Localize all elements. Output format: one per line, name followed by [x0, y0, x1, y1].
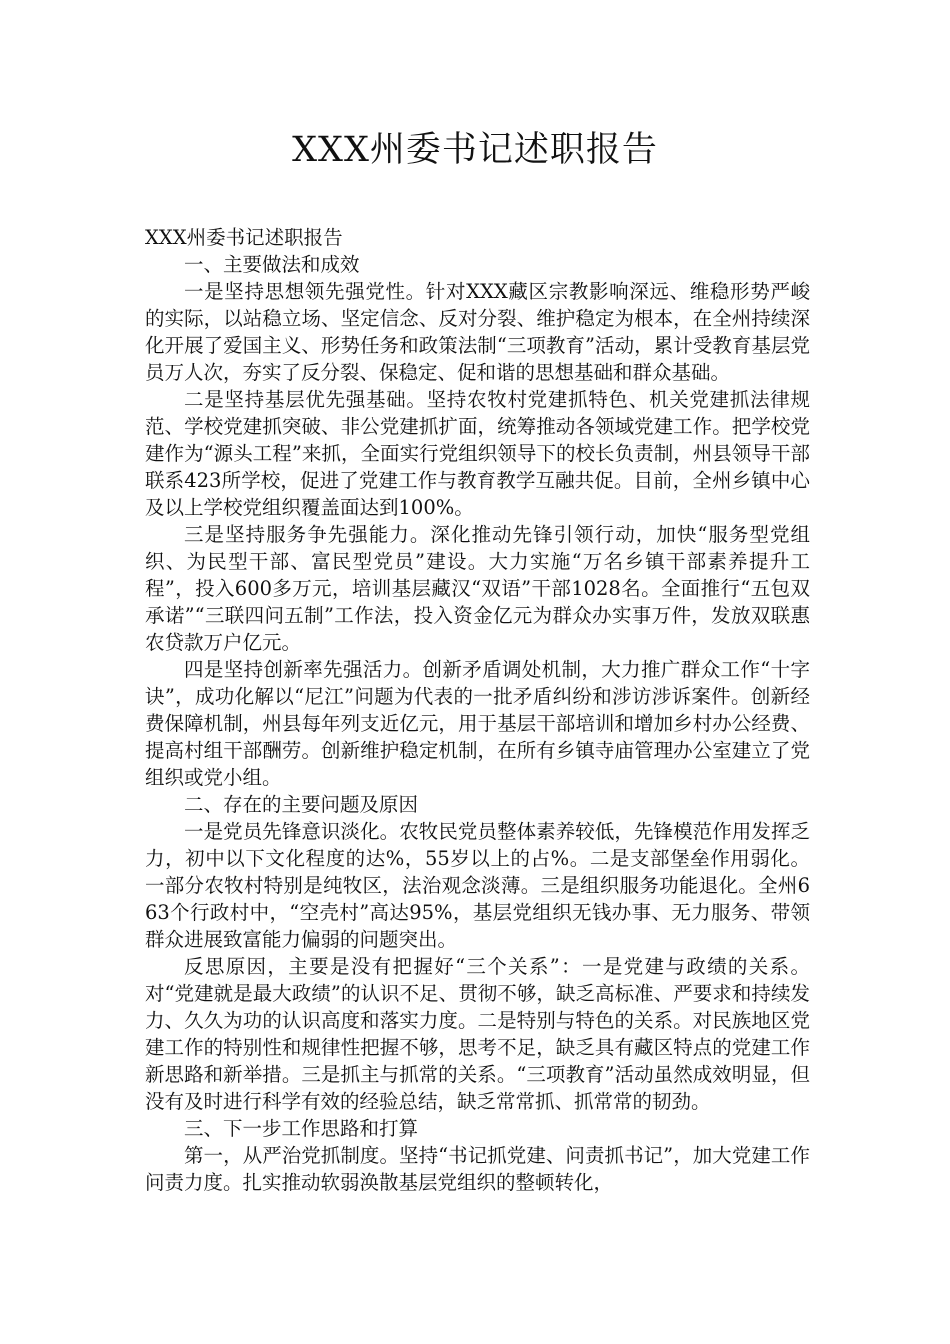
body-paragraph: 第一，从严治党抓制度。坚持“书记抓党建、问责抓书记”，加大党建工作问责力度。扎实推动软弱涣散基层党组织的整顿转化，	[145, 1144, 810, 1194]
body-paragraph: 四是坚持创新率先强活力。创新矛盾调处机制，大力推广群众工作“十字诀”，成功化解以“尼江”问题为代表的一批矛盾纠纷和涉访涉诉案件。创新经费保障机制，州县每年列支近亿元，用于基层干部培训和增加乡村办公经费、提高村组干部酬劳。创新维护稳定机制，在所有乡镇寺庙管理办公室建立了党组织或党小组。	[145, 658, 810, 789]
section-heading-2: 二、存在的主要问题及原因	[184, 793, 419, 816]
body-paragraph: 一是坚持思想领先强党性。针对XXX藏区宗教影响深远、维稳形势严峻的实际，以站稳立场、坚定信念、反对分裂、维护稳定为根本，在全州持续深化开展了爱国主义、形势任务和政策法制“三项教育”活动，累计受教育基层党员万人次，夯实了反分裂、保稳定、促和谐的思想基础和群众基础。	[145, 280, 810, 384]
subtitle-paragraph: XXX州委书记述职报告	[145, 226, 343, 249]
body-paragraph: 反思原因，主要是没有把握好“三个关系”：一是党建与政绩的关系。对“党建就是最大政绩”的认识不足、贯彻不够，缺乏高标准、严要求和持续发力、久久为功的认识高度和落实力度。二是特别与特色的关系。对民族地区党建工作的特别性和规律性把握不够，思考不足，缺乏具有藏区特点的党建工作新思路和新举措。三是抓主与抓常的关系。“三项教育”活动虽然成效明显，但没有及时进行科学有效的经验总结，缺乏常常抓、抓常常的韧劲。	[145, 955, 810, 1113]
body-paragraph: 三是坚持服务争先强能力。深化推动先锋引领行动，加快“服务型党组织、为民型干部、富民型党员”建设。大力实施“万名乡镇干部素养提升工程”，投入600多万元，培训基层藏汉“双语”干部1028名。全面推行“五包双承诺”“三联四问五制”工作法，投入资金亿元为群众办实事万件，发放双联惠农贷款万户亿元。	[145, 523, 810, 654]
document-title: XXX州委书记述职报告	[292, 130, 658, 170]
body-paragraph: 二是坚持基层优先强基础。坚持农牧村党建抓特色、机关党建抓法律规范、学校党建抓突破、非公党建抓扩面，统筹推动各领域党建工作。把学校党建作为“源头工程”来抓，全面实行党组织领导下的校长负责制，州县领导干部联系423所学校，促进了党建工作与教育教学互融共促。目前，全州乡镇中心及以上学校党组织覆盖面达到100%。	[145, 388, 810, 519]
document-body	[145, 224, 810, 1196]
section-heading-1: 一、主要做法和成效	[184, 253, 360, 276]
section-heading-3: 三、下一步工作思路和打算	[184, 1117, 419, 1140]
body-paragraph: 一是党员先锋意识淡化。农牧民党员整体素养较低，先锋模范作用发挥乏力，初中以下文化程度的达%，55岁以上的占%。二是支部堡垒作用弱化。一部分农牧村特别是纯牧区，法治观念淡薄。三是组织服务功能退化。全州663个行政村中，“空壳村”高达95%，基层党组织无钱办事、无力服务、带领群众进展致富能力偏弱的问题突出。	[145, 820, 810, 951]
